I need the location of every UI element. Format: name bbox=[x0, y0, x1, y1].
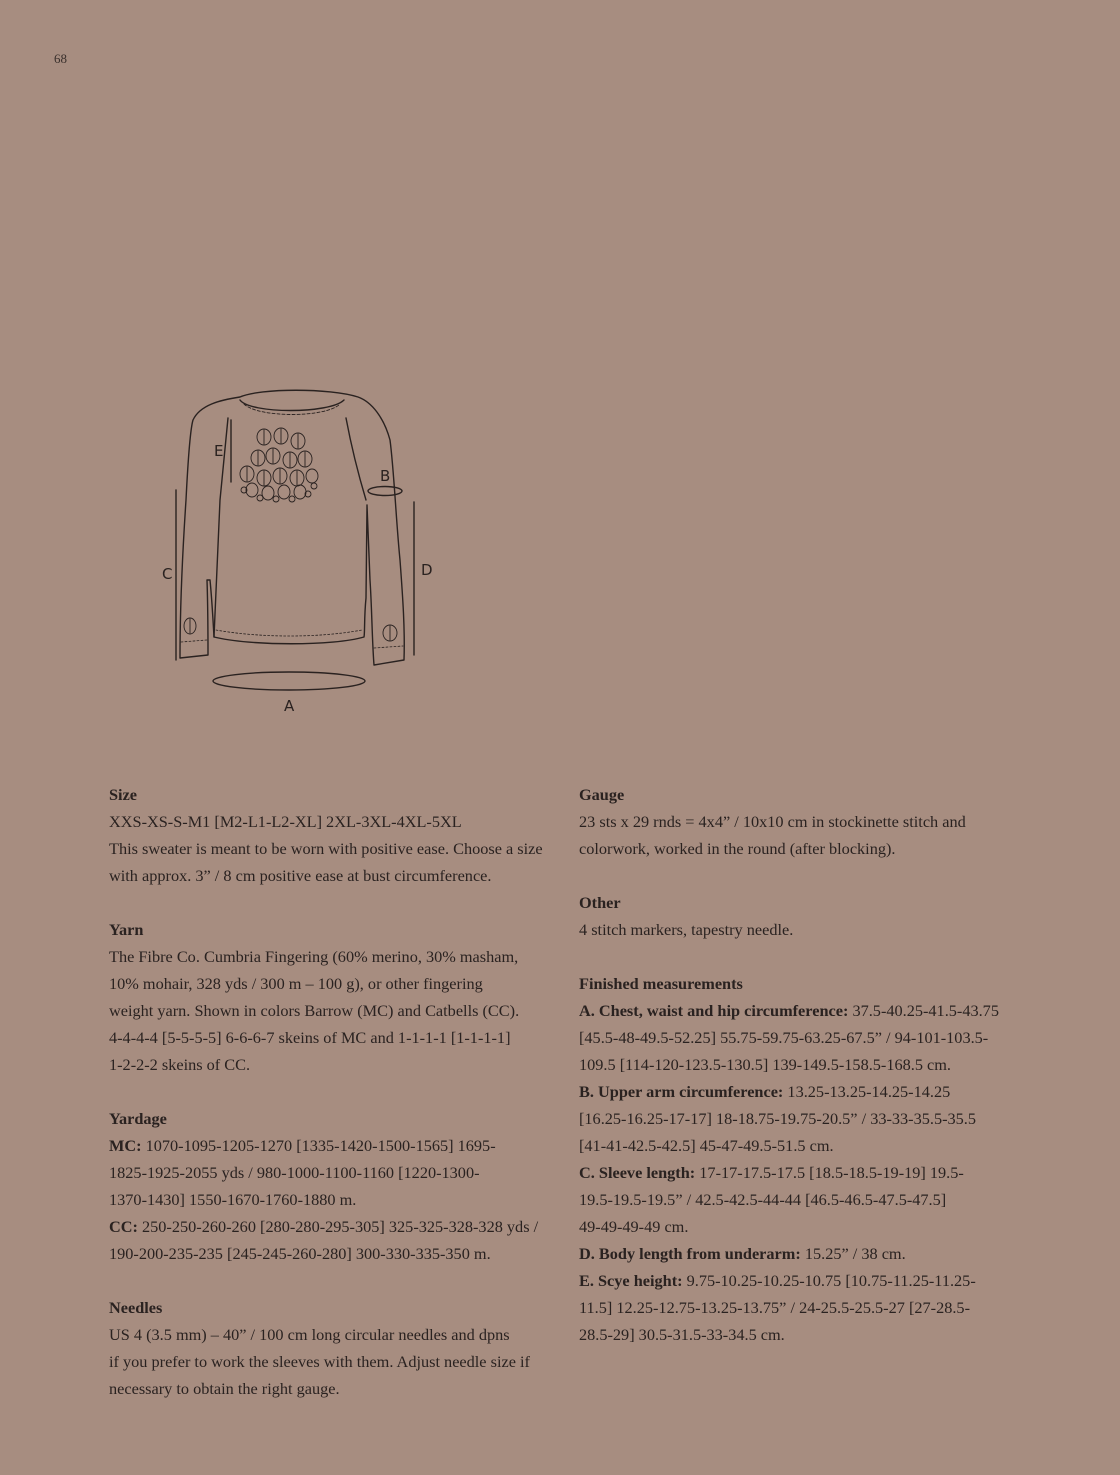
size-line-1: XXS-XS-S-M1 [M2-L1-L2-XL] 2XL-3XL-4XL-5XL bbox=[109, 812, 462, 831]
yardage-mc-cont: 1825-1925-2055 yds / 980-1000-1100-1160 [1220-1300- bbox=[109, 1163, 480, 1182]
sweater-body-outline bbox=[180, 390, 404, 665]
neckline bbox=[240, 400, 344, 411]
measurement-c bbox=[579, 1159, 1019, 1186]
right-armhole bbox=[346, 418, 366, 500]
measurement-c-cont: 49-49-49-49 cm. bbox=[579, 1217, 689, 1236]
gauge-line: colorwork, worked in the round (after blocking). bbox=[579, 839, 896, 858]
measurement-b bbox=[579, 1078, 1019, 1105]
measurement-a-cont: 109.5 [114-120-123.5-130.5] 139-149.5-158.5-168.5 cm. bbox=[579, 1055, 952, 1074]
label-b: B bbox=[380, 467, 391, 485]
yardage-cc-cont: 190-200-235-235 [245-245-260-280] 300-330-335-350 m. bbox=[109, 1244, 491, 1263]
measure-ellipse-a bbox=[213, 672, 365, 690]
yardage-mc-first: 1070-1095-1205-1270 [1335-1420-1500-1565] 1695- bbox=[141, 1136, 496, 1155]
measurement-e bbox=[579, 1267, 1019, 1294]
left-cuff bbox=[181, 640, 207, 642]
yarn-heading: Yarn bbox=[109, 920, 144, 939]
label-a: A bbox=[284, 697, 295, 715]
label-e: E bbox=[214, 442, 224, 460]
left-column bbox=[109, 781, 549, 1429]
hem-line bbox=[216, 630, 362, 636]
neckline-rib bbox=[244, 404, 340, 415]
measurement-b-cont: [16.25-16.25-17-17] 18-18.75-19.75-20.5” / 33-33-35.5-35.5 bbox=[579, 1109, 977, 1128]
cuff-leaf-left bbox=[184, 618, 196, 634]
leaf-motif bbox=[240, 428, 318, 502]
sweater-schematic bbox=[150, 380, 433, 720]
sweater-outline-drawing bbox=[150, 380, 433, 720]
measurement-a-cont: [45.5-48-49.5-52.25] 55.75-59.75-63.25-67.5” / 94-101-103.5- bbox=[579, 1028, 989, 1047]
measurement-e-cont: 11.5] 12.25-12.75-13.25-13.75” / 24-25.5-25.5-27 [27-28.5- bbox=[579, 1298, 970, 1317]
size-section bbox=[109, 781, 549, 889]
needles-line: necessary to obtain the right gauge. bbox=[109, 1379, 340, 1398]
measurement-a-first: 37.5-40.25-41.5-43.75 bbox=[848, 1001, 999, 1020]
yardage-mc-line bbox=[109, 1132, 549, 1159]
yardage-section bbox=[109, 1105, 549, 1267]
measurement-b-label: B. Upper arm circumference: bbox=[579, 1082, 784, 1101]
measurement-c-first: 17-17-17.5-17.5 [18.5-18.5-19-19] 19.5- bbox=[695, 1163, 964, 1182]
right-column bbox=[579, 781, 1019, 1375]
yarn-line: The Fibre Co. Cumbria Fingering (60% merino, 30% masham, bbox=[109, 947, 519, 966]
measurement-e-label: E. Scye height: bbox=[579, 1271, 683, 1290]
measurement-c-cont: 19.5-19.5-19.5” / 42.5-42.5-44-44 [46.5-46.5-47.5-47.5] bbox=[579, 1190, 947, 1209]
measurement-b-first: 13.25-13.25-14.25-14.25 bbox=[783, 1082, 951, 1101]
yardage-cc-first: 250-250-260-260 [280-280-295-305] 325-325-328-328 yds / bbox=[137, 1217, 539, 1236]
measurement-a bbox=[579, 997, 1019, 1024]
gauge-section bbox=[579, 781, 1019, 862]
page-number: 68 bbox=[54, 51, 67, 66]
gauge-heading: Gauge bbox=[579, 785, 625, 804]
measurement-b-cont: [41-41-42.5-42.5] 45-47-49.5-51.5 cm. bbox=[579, 1136, 834, 1155]
yardage-mc-label: MC: bbox=[109, 1136, 142, 1155]
measurement-c-label: C. Sleeve length: bbox=[579, 1163, 696, 1182]
needles-section bbox=[109, 1294, 549, 1402]
other-heading: Other bbox=[579, 893, 621, 912]
yarn-line: 4-4-4-4 [5-5-5-5] 6-6-6-7 skeins of MC and 1-1-1-1 [1-1-1-1] bbox=[109, 1028, 511, 1047]
yardage-cc-label: CC: bbox=[109, 1217, 138, 1236]
yardage-mc-cont: 1370-1430] 1550-1670-1760-1880 m. bbox=[109, 1190, 357, 1209]
yardage-cc-line bbox=[109, 1213, 549, 1240]
label-d: D bbox=[421, 561, 433, 579]
measurement-e-cont: 28.5-29] 30.5-31.5-33-34.5 cm. bbox=[579, 1325, 785, 1344]
yarn-line: 1-2-2-2 skeins of CC. bbox=[109, 1055, 251, 1074]
needles-line: if you prefer to work the sleeves with them. Adjust needle size if bbox=[109, 1352, 530, 1371]
measurement-a-label: A. Chest, waist and hip circumference: bbox=[579, 1001, 849, 1020]
needles-heading: Needles bbox=[109, 1298, 163, 1317]
size-heading: Size bbox=[109, 785, 138, 804]
other-line: 4 stitch markers, tapestry needle. bbox=[579, 920, 794, 939]
measurement-d-first: 15.25” / 38 cm. bbox=[800, 1244, 906, 1263]
finished-measurements-section bbox=[579, 970, 1019, 1348]
cuff-leaf-right bbox=[383, 625, 397, 641]
needles-line: US 4 (3.5 mm) – 40” / 100 cm long circular needles and dpns bbox=[109, 1325, 510, 1344]
other-section bbox=[579, 889, 1019, 943]
right-cuff bbox=[374, 646, 403, 648]
measurement-d-label: D. Body length from underarm: bbox=[579, 1244, 801, 1263]
yardage-heading: Yardage bbox=[109, 1109, 167, 1128]
finished-heading: Finished measurements bbox=[579, 974, 743, 993]
size-line-2: This sweater is meant to be worn with positive ease. Choose a size bbox=[109, 839, 543, 858]
label-c: C bbox=[162, 565, 173, 583]
yarn-section bbox=[109, 916, 549, 1078]
measurement-e-first: 9.75-10.25-10.25-10.75 [10.75-11.25-11.25- bbox=[682, 1271, 976, 1290]
measure-ellipse-b bbox=[368, 487, 402, 496]
yarn-line: weight yarn. Shown in colors Barrow (MC) and Catbells (CC). bbox=[109, 1001, 520, 1020]
measurement-d bbox=[579, 1240, 1019, 1267]
size-line-3: with approx. 3” / 8 cm positive ease at bust circumference. bbox=[109, 866, 492, 885]
yarn-line: 10% mohair, 328 yds / 300 m – 100 g), or other fingering bbox=[109, 974, 483, 993]
gauge-line: 23 sts x 29 rnds = 4x4” / 10x10 cm in stockinette stitch and bbox=[579, 812, 966, 831]
